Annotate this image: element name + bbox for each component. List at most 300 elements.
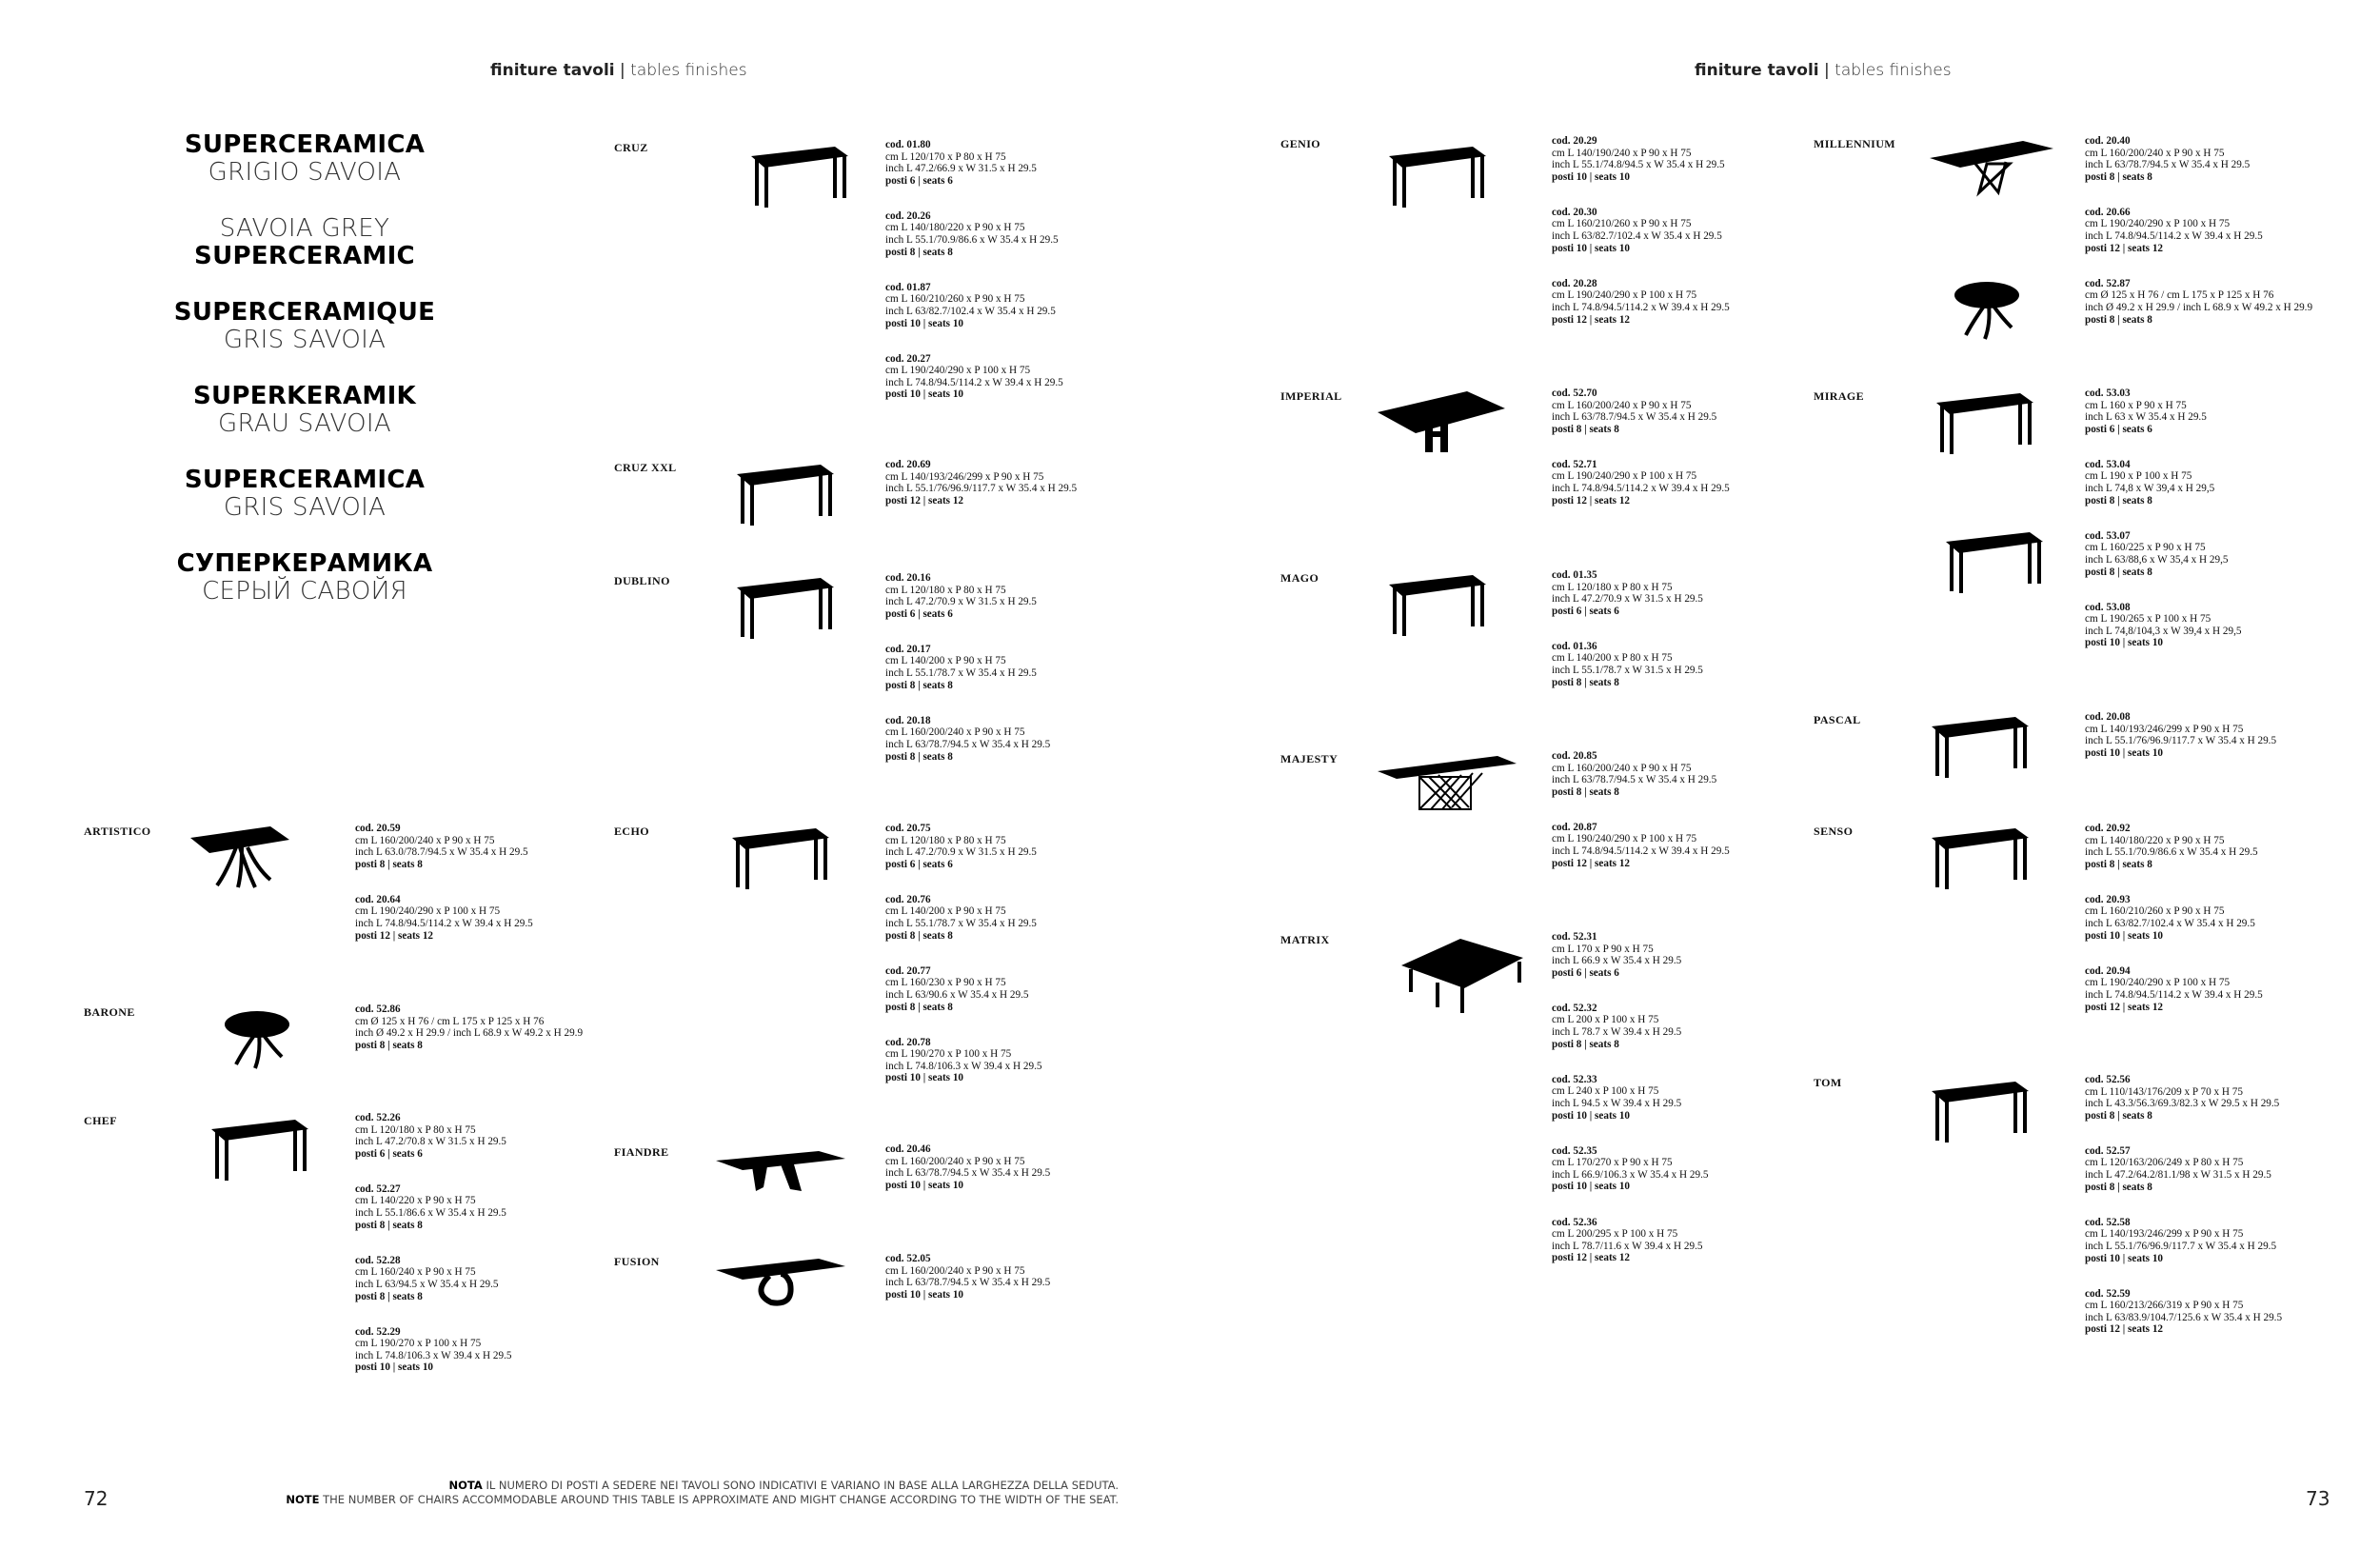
code-code: cod. 53.07 [2085, 529, 2131, 542]
code-seats: posti 6 | seats 6 [2085, 423, 2152, 435]
code-inch: inch L 74,8/104,3 x W 39,4 x H 29,5 [2085, 625, 2242, 637]
code-code: cod. 01.36 [1552, 640, 1597, 652]
code-cm: cm L 160/225 x P 90 x H 75 [2085, 542, 2206, 554]
code-cm: cm L 190/240/290 x P 100 x H 75 [355, 905, 501, 918]
code-seats: posti 10 | seats 10 [1552, 1109, 1631, 1122]
code-seats: posti 8 | seats 8 [2085, 566, 2152, 578]
code-cm: cm L 200/295 x P 100 x H 75 [1552, 1228, 1678, 1241]
code-inch: inch L 47.2/70.9 x W 31.5 x H 29.5 [1552, 593, 1703, 606]
code-code: cod. 20.46 [885, 1143, 931, 1155]
code-list [355, 1112, 512, 1398]
code-code: cod. 20.18 [885, 714, 931, 726]
code-block [885, 572, 1050, 620]
code-list [885, 1253, 1050, 1324]
code-code: cod. 20.75 [885, 823, 931, 834]
code-cm: cm L 120/163/206/249 x P 80 x H 75 [2085, 1157, 2244, 1169]
table-name: MIRAGE [1814, 389, 1865, 403]
code-block [1552, 1003, 1709, 1050]
code-cm: cm L 140/200 x P 80 x H 75 [1552, 652, 1673, 665]
table-illustration [1928, 825, 2033, 896]
code-block [1552, 641, 1703, 688]
code-seats: posti 6 | seats 6 [1552, 605, 1619, 617]
code-seats: posti 8 | seats 8 [2085, 858, 2152, 870]
code-block [355, 1255, 512, 1302]
code-cm: cm L 160/213/266/319 x P 90 x H 75 [2085, 1300, 2244, 1312]
code-inch: inch L 63/78.7/94.5 x W 35.4 x H 29.5 [1552, 411, 1717, 424]
code-code: cod. 52.58 [2085, 1216, 2131, 1228]
code-code: cod. 52.70 [1552, 388, 1597, 399]
code-block [1552, 207, 1730, 254]
table-illustration-alt [1937, 276, 2042, 348]
code-list [885, 572, 1050, 786]
code-cm: cm L 170/270 x P 90 x H 75 [1552, 1157, 1673, 1169]
code-cm: cm L 160/200/240 x P 90 x H 75 [355, 834, 495, 846]
code-list [885, 823, 1042, 1108]
code-seats: posti 12 | seats 12 [355, 929, 434, 942]
table-illustration [733, 461, 838, 532]
code-code: cod. 20.27 [885, 352, 931, 365]
code-code: cod. 20.17 [885, 643, 931, 655]
code-list [1552, 750, 1730, 893]
code-code: cod. 20.66 [2085, 206, 2131, 218]
code-cm: cm L 190/240/290 x P 100 x H 75 [2085, 218, 2231, 230]
table-name: ARTISTICO [84, 825, 151, 838]
table-illustration-alt [1942, 528, 2047, 600]
code-seats: posti 10 | seats 10 [1552, 242, 1631, 254]
code-seats: posti 8 | seats 8 [355, 1290, 423, 1302]
table-illustration [1928, 1078, 2033, 1149]
code-seats: posti 8 | seats 8 [885, 246, 953, 258]
code-inch: inch L 63/82.7/102.4 x W 35.4 x H 29.5 [1552, 230, 1722, 243]
code-code: cod. 20.30 [1552, 206, 1597, 218]
code-list [885, 139, 1063, 425]
code-seats: posti 10 | seats 10 [885, 317, 964, 329]
code-block [2085, 711, 2276, 759]
code-inch: inch L 63/78.7/94.5 x W 35.4 x H 29.5 [885, 1277, 1051, 1289]
code-cm: cm L 120/180 x P 80 x H 75 [885, 584, 1006, 596]
code-cm: cm L 160/210/260 x P 90 x H 75 [885, 293, 1025, 306]
code-code: cod. 20.28 [1552, 277, 1597, 289]
code-code: cod. 53.08 [2085, 601, 2131, 613]
code-seats: posti 8 | seats 8 [885, 1001, 953, 1013]
code-block [1552, 459, 1730, 507]
code-cm: cm L 190/240/290 x P 100 x H 75 [1552, 470, 1697, 483]
code-block [1552, 388, 1730, 435]
table-name: FIANDRE [614, 1145, 669, 1159]
code-inch: inch L 55.1/86.6 x W 35.4 x H 29.5 [355, 1207, 506, 1220]
code-seats: posti 10 | seats 10 [885, 388, 964, 401]
code-block [885, 353, 1063, 401]
table-illustration [208, 1005, 312, 1077]
code-inch: inch L 63.0/78.7/94.5 x W 35.4 x H 29.5 [355, 846, 528, 859]
code-code: cod. 52.26 [355, 1112, 401, 1123]
code-block [2085, 1217, 2282, 1264]
code-seats: posti 10 | seats 10 [2085, 637, 2164, 649]
code-code: cod. 20.92 [2085, 823, 2131, 834]
code-block [885, 139, 1063, 187]
code-block [2085, 388, 2242, 435]
table-name: MILLENNIUM [1814, 137, 1896, 150]
code-cm: cm L 190/240/290 x P 100 x H 75 [885, 365, 1031, 377]
code-code: cod. 20.93 [2085, 893, 2131, 905]
code-code: cod. 20.29 [1552, 135, 1597, 147]
code-block [1552, 931, 1709, 979]
table-name: MAJESTY [1280, 752, 1339, 765]
code-code: cod. 01.80 [885, 139, 931, 150]
code-block [355, 1326, 512, 1374]
table-name: DUBLINO [614, 574, 670, 587]
code-cm: cm L 140/193/246/299 x P 90 x H 75 [885, 470, 1044, 483]
code-code: cod. 20.76 [885, 893, 931, 905]
code-block [885, 282, 1063, 329]
table-name: PASCAL [1814, 713, 1861, 726]
code-inch: inch L 63/78.7/94.5 x W 35.4 x H 29.5 [885, 1167, 1051, 1180]
code-cm: cm L 160/200/240 x P 90 x H 75 [885, 1155, 1025, 1167]
code-block [885, 823, 1042, 870]
code-code: cod. 53.03 [2085, 388, 2131, 399]
code-seats: posti 8 | seats 8 [355, 1039, 423, 1051]
table-illustration [1385, 571, 1490, 643]
table-name: CHEF [84, 1114, 117, 1127]
code-inch: inch L 74.8/94.5/114.2 x W 39.4 x H 29.5 [1552, 483, 1730, 495]
code-inch: inch L 63/78.7/94.5 x W 35.4 x H 29.5 [2085, 159, 2251, 171]
table-illustration [188, 825, 293, 896]
code-block [2085, 530, 2242, 578]
code-inch: inch L 47.2/70.9 x W 31.5 x H 29.5 [885, 846, 1037, 859]
code-inch: inch L 55.1/74.8/94.5 x W 35.4 x H 29.5 [1552, 159, 1725, 171]
table-name: GENIO [1280, 137, 1321, 150]
code-inch: inch L 63 x W 35.4 x H 29.5 [2085, 411, 2207, 424]
code-list [1552, 569, 1703, 712]
code-inch: inch L 74.8/94.5/114.2 x W 39.4 x H 29.5 [1552, 301, 1730, 313]
code-block [355, 1183, 512, 1231]
code-cm: cm L 160 x P 90 x H 75 [2085, 399, 2187, 411]
code-block [2085, 1288, 2282, 1336]
table-name: CRUZ XXL [614, 461, 677, 474]
code-cm: cm L 110/143/176/209 x P 70 x H 75 [2085, 1085, 2243, 1098]
table-illustration [733, 574, 838, 646]
code-seats: posti 10 | seats 10 [2085, 1252, 2164, 1264]
code-cm: cm L 190/240/290 x P 100 x H 75 [1552, 833, 1697, 845]
code-seats: posti 8 | seats 8 [2085, 1181, 2152, 1193]
code-block [2085, 1074, 2282, 1122]
table-name: MAGO [1280, 571, 1319, 585]
table-name: MATRIX [1280, 933, 1330, 946]
finish-en: SAVOIA GREY SUPERCERAMIC [194, 214, 415, 270]
code-list [2085, 1074, 2282, 1360]
code-seats: posti 8 | seats 8 [1552, 785, 1619, 798]
code-seats: posti 8 | seats 8 [885, 750, 953, 763]
table-illustration [208, 1116, 312, 1187]
code-list [1552, 135, 1730, 349]
code-seats: posti 10 | seats 10 [885, 1288, 964, 1301]
code-seats: posti 10 | seats 10 [885, 1072, 964, 1084]
code-inch: inch L 47.2/70.9 x W 31.5 x H 29.5 [885, 596, 1037, 608]
code-seats: posti 8 | seats 8 [2085, 494, 2152, 507]
code-inch: inch L 55.1/70.9/86.6 x W 35.4 x H 29.5 [885, 234, 1059, 247]
code-seats: posti 12 | seats 12 [1552, 1252, 1631, 1264]
code-cm: cm L 120/180 x P 80 x H 75 [355, 1123, 476, 1136]
code-inch: inch L 55.1/76/96.9/117.7 x W 35.4 x H 29.5 [2085, 735, 2277, 747]
table-illustration [1928, 139, 2061, 210]
code-inch: inch L 78.7 x W 39.4 x H 29.5 [1552, 1026, 1682, 1039]
code-code: cod. 53.04 [2085, 458, 2131, 470]
table-illustration [1933, 389, 2037, 461]
table-name: BARONE [84, 1005, 135, 1019]
code-inch: inch L 47.2/64.2/81.1/98 x W 31.5 x H 29.5 [2085, 1169, 2271, 1182]
code-code: cod. 20.94 [2085, 964, 2131, 977]
code-cm: cm L 160/200/240 x P 90 x H 75 [2085, 147, 2225, 159]
code-inch: inch L 63/90.6 x W 35.4 x H 29.5 [885, 988, 1029, 1001]
table-illustration [1928, 713, 2033, 785]
code-code: cod. 52.28 [355, 1254, 401, 1266]
code-cm: cm L 190/240/290 x P 100 x H 75 [2085, 977, 2231, 989]
code-inch: inch L 74.8/94.5/114.2 x W 39.4 x H 29.5 [2085, 230, 2263, 243]
finish-it: SUPERCERAMICA GRIGIO SAVOIA [184, 130, 426, 187]
code-block [2085, 823, 2263, 870]
code-code: cod. 20.40 [2085, 135, 2131, 147]
code-seats: posti 8 | seats 8 [355, 858, 423, 870]
code-code: cod. 52.56 [2085, 1074, 2131, 1085]
code-cm: cm L 160/210/260 x P 90 x H 75 [2085, 905, 2225, 918]
code-cm: cm L 160/210/260 x P 90 x H 75 [1552, 218, 1692, 230]
code-block [2085, 894, 2263, 942]
table-name: FUSION [614, 1255, 660, 1268]
code-cm: cm L 160/200/240 x P 90 x H 75 [885, 726, 1025, 739]
code-inch: inch L 66.9/106.3 x W 35.4 x H 29.5 [1552, 1168, 1709, 1181]
code-cm: cm L 240 x P 100 x H 75 [1552, 1085, 1659, 1098]
code-cm: cm L 160/200/240 x P 90 x H 75 [1552, 762, 1692, 774]
code-cm: cm L 140/200 x P 90 x H 75 [885, 905, 1006, 918]
code-inch: inch L 55.1/78.7 x W 35.4 x H 29.5 [885, 918, 1037, 930]
code-cm: cm L 140/200 x P 90 x H 75 [885, 655, 1006, 667]
code-seats: posti 10 | seats 10 [1552, 170, 1631, 183]
code-inch: inch L 43.3/56.3/69.3/82.3 x W 29.5 x H 29.5 [2085, 1098, 2280, 1110]
code-cm: cm L 160/240 x P 90 x H 75 [355, 1266, 476, 1279]
code-list [2085, 823, 2263, 1037]
code-inch: inch L 63/82.7/102.4 x W 35.4 x H 29.5 [2085, 918, 2255, 930]
page-number-left: 72 [84, 1487, 109, 1510]
code-code: cod. 01.87 [885, 281, 931, 293]
code-list [2085, 711, 2276, 783]
code-seats: posti 8 | seats 8 [355, 1219, 423, 1231]
code-code: cod. 20.69 [885, 459, 931, 470]
table-illustration [1385, 143, 1490, 214]
code-seats: posti 10 | seats 10 [885, 1179, 964, 1191]
code-inch: inch L 63/83.9/104.7/125.6 x W 35.4 x H 29.5 [2085, 1311, 2283, 1323]
code-code: cod. 20.78 [885, 1036, 931, 1048]
code-seats: posti 10 | seats 10 [2085, 929, 2164, 942]
code-cm: cm L 200 x P 100 x H 75 [1552, 1014, 1659, 1026]
code-inch: inch L 47.2/70.8 x W 31.5 x H 29.5 [355, 1136, 506, 1148]
code-block [1552, 278, 1730, 326]
code-inch: inch L 47.2/66.9 x W 31.5 x H 29.5 [885, 163, 1037, 175]
code-cm: cm L 140/180/220 x P 90 x H 75 [2085, 834, 2225, 846]
code-code: cod. 20.77 [885, 964, 931, 977]
code-inch: inch L 66.9 x W 35.4 x H 29.5 [1552, 955, 1682, 967]
code-inch: inch L 55.1/70.9/86.6 x W 35.4 x H 29.5 [2085, 846, 2258, 859]
code-seats: posti 6 | seats 6 [885, 174, 953, 187]
code-block [885, 1253, 1050, 1301]
code-cm: cm L 140/190/240 x P 90 x H 75 [1552, 147, 1692, 159]
code-block [885, 1037, 1042, 1084]
code-list [355, 1004, 583, 1075]
code-block [2085, 207, 2312, 254]
code-seats: posti 8 | seats 8 [1552, 676, 1619, 688]
code-block [1552, 1074, 1709, 1122]
code-block [1552, 1145, 1709, 1193]
code-block [2085, 135, 2312, 183]
code-code: cod. 52.71 [1552, 458, 1597, 470]
code-seats: posti 10 | seats 10 [2085, 746, 2164, 759]
code-cm: cm L 190/270 x P 100 x H 75 [885, 1048, 1012, 1061]
code-cm: cm L 140/220 x P 90 x H 75 [355, 1195, 476, 1207]
code-inch: inch L 74.8/94.5/114.2 x W 39.4 x H 29.5 [1552, 845, 1730, 858]
finishes-list [162, 131, 447, 634]
code-code: cod. 20.85 [1552, 750, 1597, 762]
code-inch: inch L 74,8 x W 39,4 x H 29,5 [2085, 483, 2215, 495]
code-code: cod. 20.26 [885, 209, 931, 222]
code-cm: cm L 120/180 x P 80 x H 75 [1552, 581, 1673, 593]
header-left: finiture tavoli | tables finishes [490, 61, 747, 80]
code-seats: posti 12 | seats 12 [1552, 313, 1631, 326]
code-cm: cm L 160/200/240 x P 90 x H 75 [885, 1264, 1025, 1277]
code-block [355, 823, 533, 870]
code-block [1552, 569, 1703, 617]
code-seats: posti 12 | seats 12 [885, 494, 964, 507]
table-illustration [1376, 752, 1518, 824]
code-code: cod. 20.64 [355, 893, 401, 905]
finish-es: SUPERCERAMICA GRIS SAVOIA [184, 466, 426, 522]
code-list [885, 1143, 1050, 1215]
code-cm: cm Ø 125 x H 76 / cm L 175 x P 125 x H 76 [355, 1015, 545, 1027]
code-seats: posti 12 | seats 12 [2085, 242, 2164, 254]
table-illustration [747, 143, 852, 214]
code-block [355, 1112, 512, 1160]
code-cm: cm L 140/180/220 x P 90 x H 75 [885, 222, 1025, 234]
code-code: cod. 20.16 [885, 572, 931, 584]
code-inch: inch L 63/88,6 x W 35,4 x H 29,5 [2085, 553, 2229, 566]
code-cm: cm L 190/240/290 x P 100 x H 75 [1552, 289, 1697, 302]
page-number-right: 73 [2306, 1487, 2330, 1510]
code-cm: cm L 140/193/246/299 x P 90 x H 75 [2085, 723, 2244, 735]
code-seats: posti 10 | seats 10 [1552, 1181, 1631, 1193]
code-code: cod. 52.36 [1552, 1216, 1597, 1228]
code-seats: posti 10 | seats 10 [355, 1361, 434, 1374]
code-code: cod. 52.35 [1552, 1144, 1597, 1157]
table-illustration [1399, 933, 1533, 1023]
code-inch: inch L 63/94.5 x W 35.4 x H 29.5 [355, 1278, 499, 1290]
code-seats: posti 6 | seats 6 [355, 1147, 423, 1160]
code-inch: inch L 63/78.7/94.5 x W 35.4 x H 29.5 [885, 738, 1051, 750]
code-block [1552, 135, 1730, 183]
code-seats: posti 8 | seats 8 [885, 929, 953, 942]
code-inch: inch L 63/78.7/94.5 x W 35.4 x H 29.5 [1552, 774, 1717, 786]
table-illustration [1376, 389, 1509, 461]
code-cm: cm L 120/170 x P 80 x H 75 [885, 150, 1006, 163]
code-code: cod. 52.57 [2085, 1144, 2131, 1157]
code-cm: cm L 160/230 x P 90 x H 75 [885, 977, 1006, 989]
code-block [885, 644, 1050, 691]
seating-note: NOTA IL NUMERO DI POSTI A SEDERE NEI TAVOLI SONO INDICATIVI E VARIANO IN BASE ALLA LARGHEZZA DELLA SEDUTA. NOTE THE NUMBER OF CHAIRS ACCOMMODABLE AROUND THIS TABLE IS APPROXIMATE AND MIGHT CHANGE ACCORDING TO THE WIDTH OF THE SEAT. [286, 1479, 1119, 1506]
code-block [885, 894, 1042, 942]
code-code: cod. 20.87 [1552, 821, 1597, 833]
code-seats: posti 8 | seats 8 [1552, 1038, 1619, 1050]
code-inch: inch Ø 49.2 x H 29.9 / inch L 68.9 x W 49.2 x H 29.9 [2085, 301, 2313, 313]
code-code: cod. 52.31 [1552, 931, 1597, 943]
code-inch: inch L 94.5 x W 39.4 x H 29.5 [1552, 1097, 1682, 1109]
code-block [885, 1143, 1050, 1191]
finish-ru: СУПЕРКЕРАМИКА СЕРЫЙ САВОЙЯ [176, 549, 433, 606]
code-seats: posti 12 | seats 12 [2085, 1323, 2164, 1336]
code-code: cod. 52.05 [885, 1253, 931, 1264]
code-block [2085, 602, 2242, 649]
code-seats: posti 8 | seats 8 [885, 679, 953, 691]
code-list [1552, 388, 1730, 530]
code-code: cod. 52.29 [355, 1325, 401, 1338]
code-seats: posti 6 | seats 6 [885, 858, 953, 870]
code-code: cod. 01.35 [1552, 569, 1597, 581]
code-cm: cm L 170 x P 90 x H 75 [1552, 943, 1654, 955]
header-right: finiture tavoli | tables finishes [1695, 61, 1952, 80]
code-seats: posti 12 | seats 12 [2085, 1001, 2164, 1013]
code-seats: posti 8 | seats 8 [1552, 423, 1619, 435]
finish-fr: SUPERCERAMIQUE GRIS SAVOIA [173, 298, 436, 354]
code-block [2085, 278, 2312, 326]
code-list [355, 823, 533, 965]
code-cm: cm L 140/193/246/299 x P 90 x H 75 [2085, 1228, 2244, 1241]
code-seats: posti 8 | seats 8 [2085, 1109, 2152, 1122]
code-inch: inch L 55.1/76/96.9/117.7 x W 35.4 x H 29.5 [885, 483, 1078, 495]
code-inch: inch L 55.1/78.7 x W 35.4 x H 29.5 [885, 667, 1037, 680]
code-list [1552, 931, 1709, 1287]
finish-de: SUPERKERAMIK GRAU SAVOIA [192, 382, 417, 438]
code-seats: posti 12 | seats 12 [1552, 857, 1631, 869]
code-seats: posti 12 | seats 12 [1552, 494, 1631, 507]
code-list [885, 459, 1077, 530]
code-block [2085, 1145, 2282, 1193]
code-code: cod. 20.08 [2085, 711, 2131, 723]
code-cm: cm L 120/180 x P 80 x H 75 [885, 834, 1006, 846]
table-name: SENSO [1814, 825, 1854, 838]
code-code: cod. 52.27 [355, 1182, 401, 1195]
code-inch: inch Ø 49.2 x H 29.9 / inch L 68.9 x W 49.2 x H 29.9 [355, 1027, 584, 1040]
code-code: cod. 52.87 [2085, 277, 2131, 289]
code-block [1552, 1217, 1709, 1264]
code-inch: inch L 55.1/76/96.9/117.7 x W 35.4 x H 29.5 [2085, 1240, 2277, 1252]
code-code: cod. 52.59 [2085, 1287, 2131, 1300]
code-block [1552, 822, 1730, 869]
table-name: ECHO [614, 825, 649, 838]
code-block [885, 459, 1077, 507]
code-cm: cm L 190 x P 100 x H 75 [2085, 470, 2192, 483]
code-inch: inch L 74.8/106.3 x W 39.4 x H 29.5 [885, 1060, 1042, 1072]
table-name: TOM [1814, 1076, 1842, 1089]
code-seats: posti 8 | seats 8 [2085, 170, 2152, 183]
code-block [2085, 965, 2263, 1013]
code-cm: cm L 160/200/240 x P 90 x H 75 [1552, 399, 1692, 411]
code-inch: inch L 74.8/94.5/114.2 x W 39.4 x H 29.5 [355, 918, 533, 930]
code-block [355, 894, 533, 942]
code-block [885, 210, 1063, 258]
code-block [355, 1004, 583, 1051]
code-block [2085, 459, 2242, 507]
code-cm: cm L 190/270 x P 100 x H 75 [355, 1338, 482, 1350]
table-name: CRUZ [614, 141, 648, 154]
code-code: cod. 52.32 [1552, 1002, 1597, 1014]
code-cm: cm L 190/265 x P 100 x H 75 [2085, 613, 2211, 626]
table-illustration [728, 825, 833, 896]
